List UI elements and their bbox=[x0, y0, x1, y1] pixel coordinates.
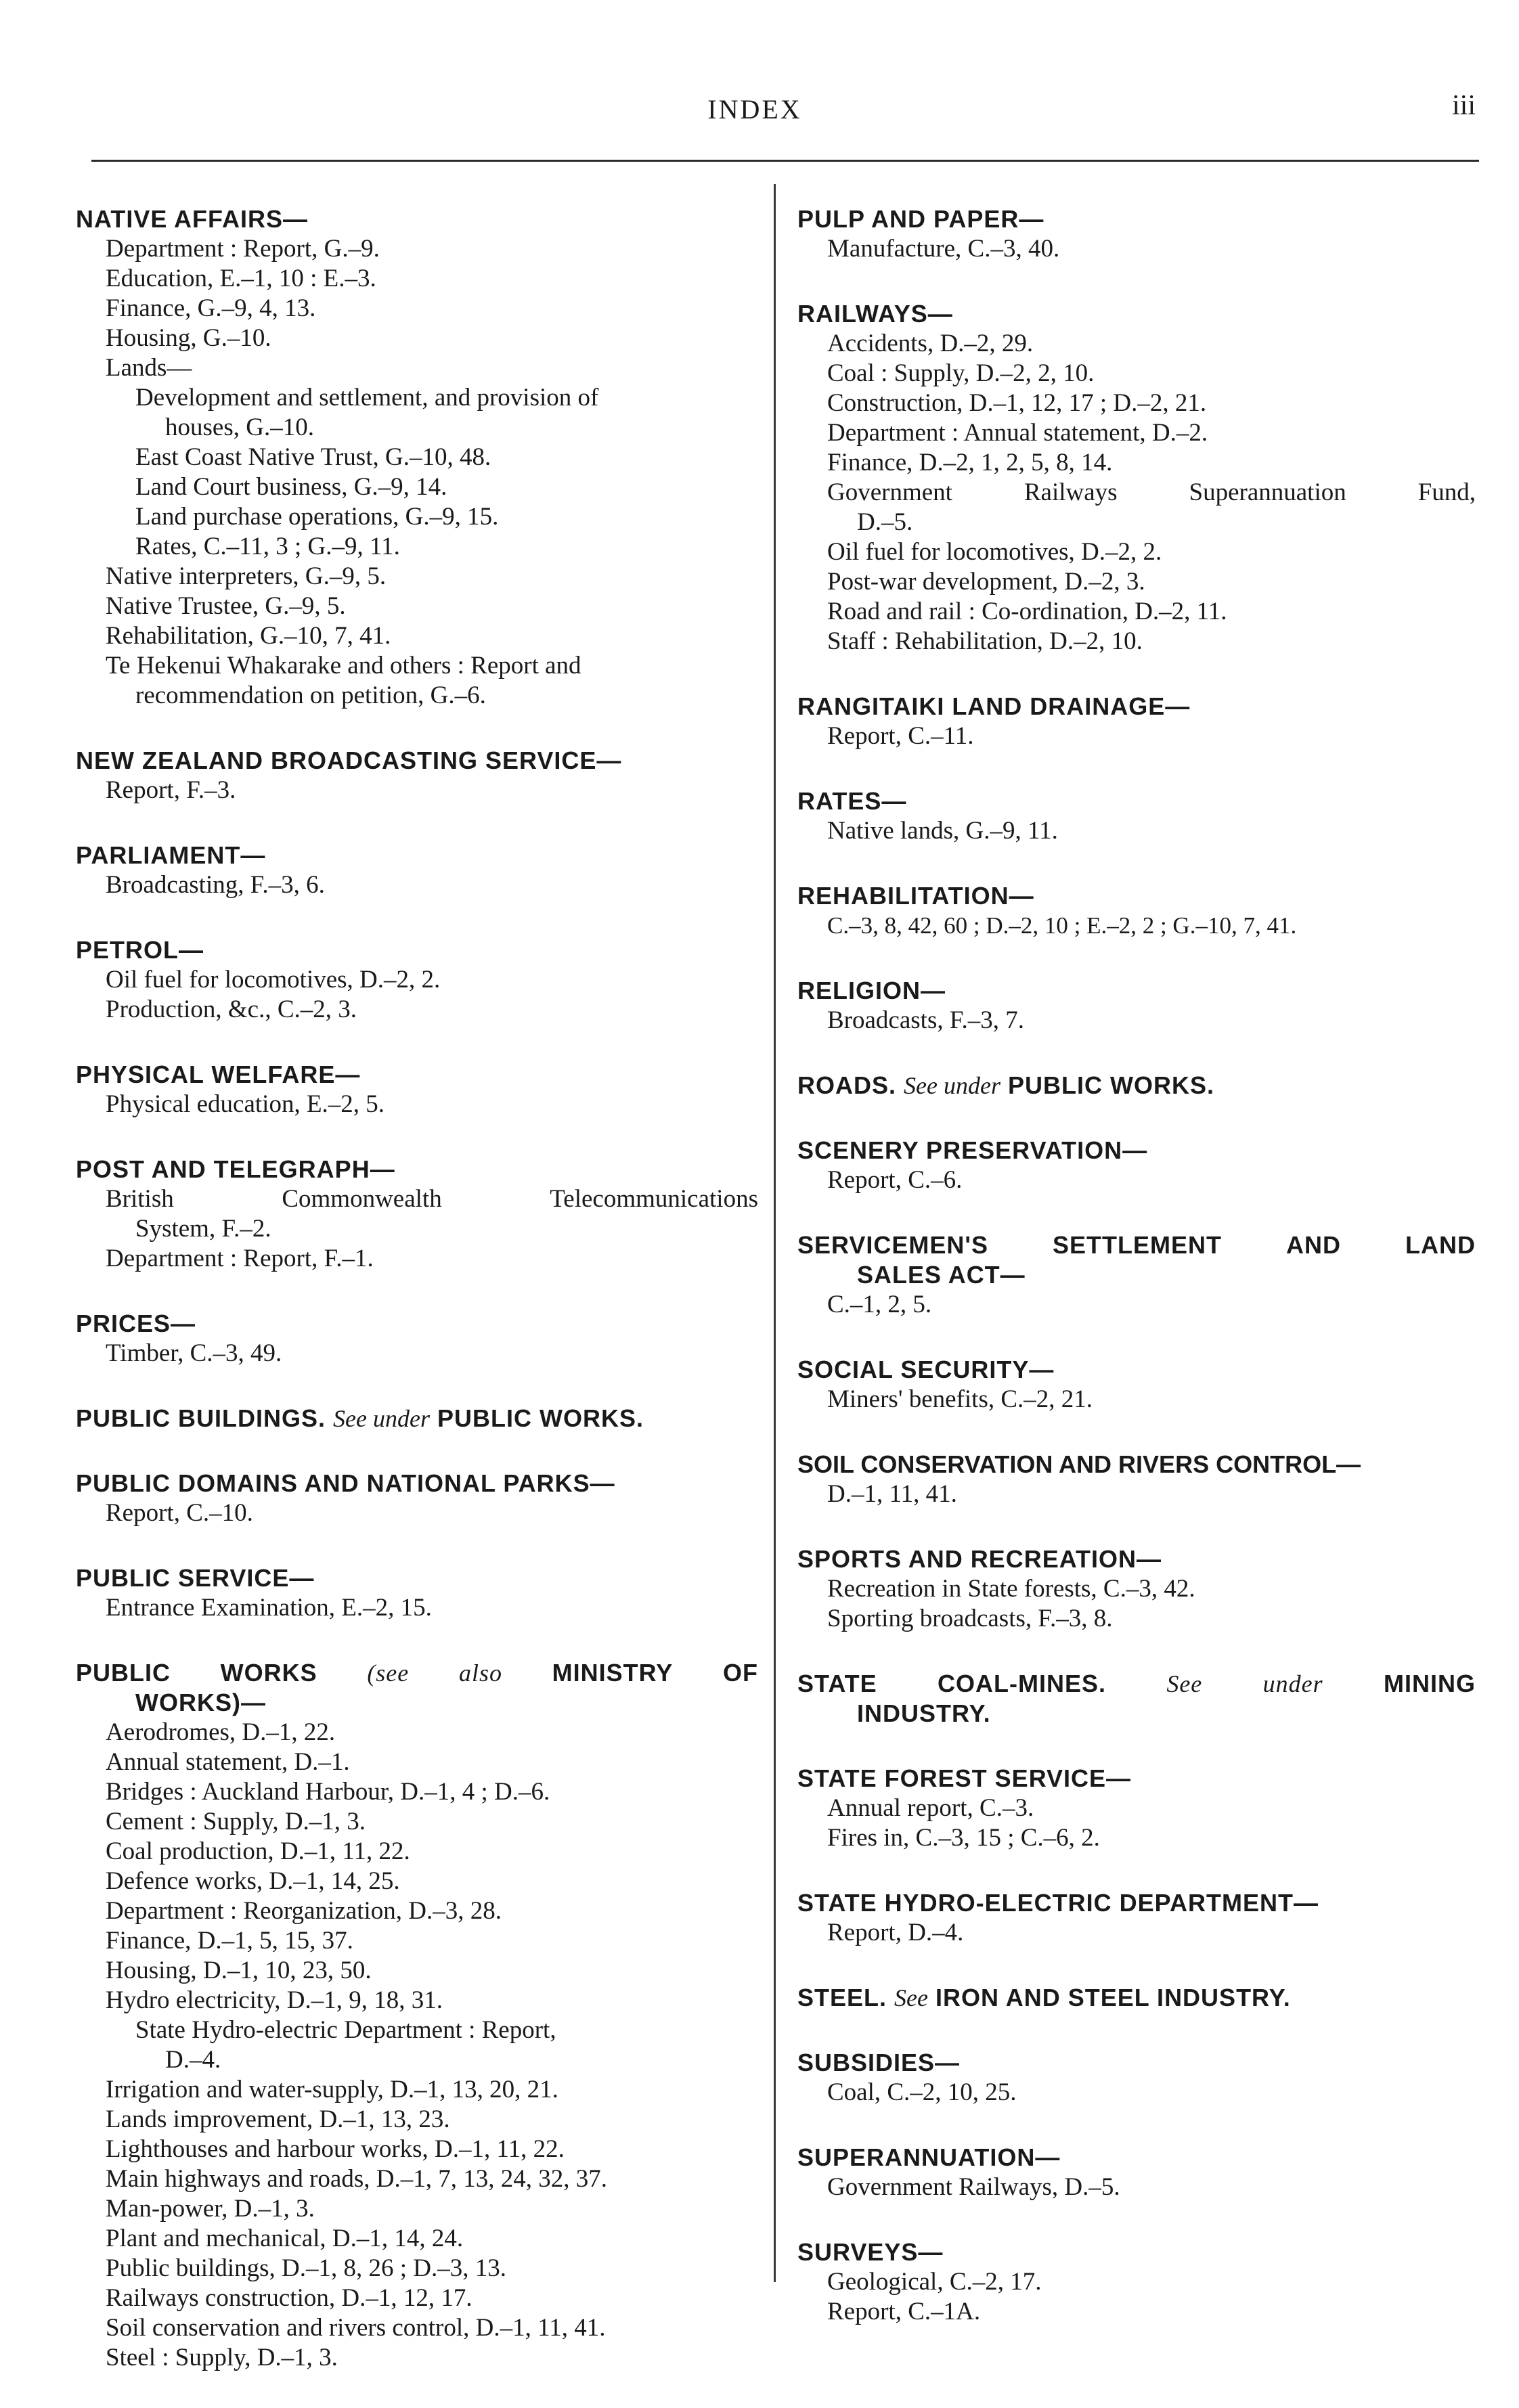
section-heading: SOCIAL SECURITY— bbox=[797, 1356, 1055, 1383]
cross-reference-heading: STEEL. See IRON AND STEEL INDUSTRY. bbox=[797, 1984, 1291, 2011]
index-entry: Soil conservation and rivers control, D.–1, 11, 41. bbox=[106, 2314, 606, 2342]
index-entry: Irrigation and water-supply, D.–1, 13, 20, 21. bbox=[106, 2076, 558, 2103]
section-heading-continuation: INDUSTRY. bbox=[857, 1699, 991, 1727]
index-entry: Recreation in State forests, C.–3, 42. bbox=[827, 1575, 1195, 1603]
index-entry: Bridges : Auckland Harbour, D.–1, 4 ; D.–6. bbox=[106, 1778, 550, 1806]
section-heading: SUPERANNUATION— bbox=[797, 2143, 1061, 2171]
index-entry: D.–1, 11, 41. bbox=[827, 1480, 957, 1508]
index-section-surveys bbox=[797, 2237, 1476, 2327]
section-heading-continuation: SALES ACT— bbox=[857, 1261, 1026, 1289]
index-section-roads bbox=[797, 1071, 1476, 1100]
index-entry: Physical education, E.–2, 5. bbox=[106, 1090, 385, 1118]
index-entry: Housing, G.–10. bbox=[106, 324, 271, 352]
index-section-petrol bbox=[76, 935, 758, 1025]
section-heading-continuation: WORKS)— bbox=[135, 1689, 266, 1716]
index-entry: Department : Report, G.–9. bbox=[106, 235, 380, 263]
index-entry: Fires in, C.–3, 15 ; C.–6, 2. bbox=[827, 1824, 1100, 1852]
index-entry: Education, E.–1, 10 : E.–3. bbox=[106, 265, 376, 292]
header-rule bbox=[91, 160, 1479, 162]
index-entry: Finance, G.–9, 4, 13. bbox=[106, 294, 316, 322]
index-entry: Oil fuel for locomotives, D.–2, 2. bbox=[827, 538, 1162, 566]
index-subentry-continuation: houses, G.–10. bbox=[165, 414, 314, 441]
index-entry: Entrance Examination, E.–2, 15. bbox=[106, 1594, 432, 1622]
index-entry: Department : Report, F.–1. bbox=[106, 1245, 374, 1272]
index-subentry: Development and settlement, and provision of bbox=[135, 384, 599, 411]
section-heading: SOIL CONSERVATION AND RIVERS CONTROL— bbox=[797, 1450, 1361, 1478]
section-heading: SPORTS AND RECREATION— bbox=[797, 1545, 1162, 1573]
section-heading: POST AND TELEGRAPH— bbox=[76, 1155, 395, 1183]
section-heading: PRICES— bbox=[76, 1310, 196, 1337]
index-entry: Housing, D.–1, 10, 23, 50. bbox=[106, 1957, 372, 1984]
index-section-social-security bbox=[797, 1355, 1476, 1414]
index-section-public-works bbox=[76, 1658, 758, 2373]
index-section-scenery bbox=[797, 1136, 1476, 1195]
index-entry: Government Railways, D.–5. bbox=[827, 2173, 1120, 2201]
section-heading: PARLIAMENT— bbox=[76, 841, 266, 869]
index-section-public-domains bbox=[76, 1469, 758, 1528]
section-heading: SURVEYS— bbox=[797, 2238, 944, 2266]
entry-word: Telecommunications bbox=[550, 1185, 758, 1213]
index-entry: Report, C.–6. bbox=[827, 1166, 963, 1194]
index-entry: Man-power, D.–1, 3. bbox=[106, 2195, 315, 2223]
index-entry: Timber, C.–3, 49. bbox=[106, 1339, 282, 1367]
index-entry: Report, F.–3. bbox=[106, 776, 236, 804]
index-section-prices bbox=[76, 1309, 758, 1368]
index-entry-continuation: D.–5. bbox=[857, 508, 913, 536]
index-entry: Accidents, D.–2, 29. bbox=[827, 330, 1034, 357]
section-heading: RAILWAYS— bbox=[797, 300, 953, 328]
index-subentry: State Hydro-electric Department : Report, bbox=[135, 2016, 556, 2044]
entry-word: Railways bbox=[1023, 478, 1118, 506]
entry-word: Superannuation bbox=[1189, 478, 1346, 506]
entry-word: Fund, bbox=[1417, 478, 1476, 506]
index-section-post-telegraph bbox=[76, 1155, 758, 1274]
index-entry: C.–3, 8, 42, 60 ; D.–2, 10 ; E.–2, 2 ; G.–10, 7, 41. bbox=[827, 912, 1297, 939]
index-entry-continuation: System, F.–2. bbox=[135, 1215, 271, 1243]
index-entry: Broadcasting, F.–3, 6. bbox=[106, 871, 325, 899]
index-subentry: Land purchase operations, G.–9, 15. bbox=[135, 503, 499, 531]
page-header-title: INDEX bbox=[707, 94, 802, 125]
section-heading: RELIGION— bbox=[797, 977, 946, 1004]
index-entry: Post-war development, D.–2, 3. bbox=[827, 568, 1145, 596]
index-entry: Annual statement, D.–1. bbox=[106, 1748, 350, 1776]
page-number: iii bbox=[1451, 90, 1476, 121]
index-entry: Production, &c., C.–2, 3. bbox=[106, 996, 357, 1023]
index-entry: Construction, D.–1, 12, 17 ; D.–2, 21. bbox=[827, 389, 1207, 417]
section-heading: NEW ZEALAND BROADCASTING SERVICE— bbox=[76, 746, 622, 774]
index-entry: Defence works, D.–1, 14, 25. bbox=[106, 1867, 400, 1895]
section-heading: SERVICEMEN'S SETTLEMENT AND LAND bbox=[797, 1231, 1476, 1259]
index-entry-continuation: recommendation on petition, G.–6. bbox=[135, 682, 486, 709]
index-section-rates bbox=[797, 786, 1476, 846]
index-section-forest bbox=[797, 1764, 1476, 1853]
index-section-hydro bbox=[797, 1888, 1476, 1948]
index-section-nzbs bbox=[76, 746, 758, 805]
index-entry: Department : Annual statement, D.–2. bbox=[827, 419, 1208, 447]
index-entry: Te Hekenui Whakarake and others : Report and bbox=[106, 652, 581, 679]
index-entry: C.–1, 2, 5. bbox=[827, 1291, 932, 1318]
index-entry: Report, D.–4. bbox=[827, 1919, 964, 1946]
index-entry: Hydro electricity, D.–1, 9, 18, 31. bbox=[106, 1986, 443, 2014]
index-entry: Lighthouses and harbour works, D.–1, 11, 22. bbox=[106, 2135, 565, 2163]
section-heading: PUBLIC DOMAINS AND NATIONAL PARKS— bbox=[76, 1469, 615, 1497]
index-entry: Sporting broadcasts, F.–3, 8. bbox=[827, 1605, 1113, 1632]
index-entry: Coal, C.–2, 10, 25. bbox=[827, 2078, 1017, 2106]
index-entry: Oil fuel for locomotives, D.–2, 2. bbox=[106, 966, 441, 994]
index-entry: Lands improvement, D.–1, 13, 23. bbox=[106, 2105, 450, 2133]
index-entry: Native Trustee, G.–9, 5. bbox=[106, 592, 346, 620]
index-section-public-buildings bbox=[76, 1404, 758, 1433]
index-section-native-affairs bbox=[76, 204, 758, 711]
index-section-public-service bbox=[76, 1563, 758, 1623]
index-entry: Department : Reorganization, D.–3, 28. bbox=[106, 1897, 502, 1925]
section-heading: STATE HYDRO-ELECTRIC DEPARTMENT— bbox=[797, 1889, 1319, 1917]
index-subentry: Land Court business, G.–9, 14. bbox=[135, 473, 447, 501]
index-entry bbox=[76, 1184, 758, 1214]
section-heading: PUBLIC WORKS (see also MINISTRY OF bbox=[76, 1659, 758, 1687]
section-heading: PUBLIC SERVICE— bbox=[76, 1564, 315, 1592]
index-entry: Native interpreters, G.–9, 5. bbox=[106, 562, 387, 590]
index-entry: Public buildings, D.–1, 8, 26 ; D.–3, 13. bbox=[106, 2254, 507, 2282]
index-section-servicemen bbox=[797, 1230, 1476, 1320]
section-heading: RANGITAIKI LAND DRAINAGE— bbox=[797, 692, 1191, 720]
section-heading: SUBSIDIES— bbox=[797, 2049, 961, 2076]
index-entry: Rehabilitation, G.–10, 7, 41. bbox=[106, 622, 391, 650]
index-entry: Cement : Supply, D.–1, 3. bbox=[106, 1808, 366, 1835]
cross-reference-heading: PUBLIC BUILDINGS. See under PUBLIC WORKS. bbox=[76, 1404, 644, 1432]
left-column bbox=[76, 204, 758, 2408]
index-entry: Report, C.–1A. bbox=[827, 2298, 981, 2325]
index-section-religion bbox=[797, 976, 1476, 1035]
section-heading: RATES— bbox=[797, 787, 907, 815]
index-section-parliament bbox=[76, 841, 758, 900]
index-entry: Staff : Rehabilitation, D.–2, 10. bbox=[827, 627, 1143, 655]
index-entry: Railways construction, D.–1, 12, 17. bbox=[106, 2284, 472, 2312]
index-entry: Manufacture, C.–3, 40. bbox=[827, 235, 1060, 263]
index-entry: Geological, C.–2, 17. bbox=[827, 2268, 1042, 2296]
index-entry: Coal : Supply, D.–2, 2, 10. bbox=[827, 359, 1095, 387]
index-entry: Miners' benefits, C.–2, 21. bbox=[827, 1385, 1093, 1413]
index-subentry: East Coast Native Trust, G.–10, 48. bbox=[135, 443, 491, 471]
index-entry: Annual report, C.–3. bbox=[827, 1794, 1034, 1822]
index-section-rehabilitation bbox=[797, 881, 1476, 941]
index-entry: Steel : Supply, D.–1, 3. bbox=[106, 2344, 338, 2371]
index-section-physical-welfare bbox=[76, 1060, 758, 1119]
entry-word: Government bbox=[827, 478, 952, 506]
index-entry: Finance, D.–1, 5, 15, 37. bbox=[106, 1927, 353, 1955]
entry-word: Commonwealth bbox=[282, 1185, 442, 1213]
index-entry: Road and rail : Co-ordination, D.–2, 11. bbox=[827, 598, 1227, 625]
index-entry: Plant and mechanical, D.–1, 14, 24. bbox=[106, 2225, 464, 2252]
index-section-sports bbox=[797, 1544, 1476, 1634]
index-subentry-continuation: D.–4. bbox=[165, 2046, 221, 2074]
index-section-steel bbox=[797, 1983, 1476, 2013]
section-heading: SCENERY PRESERVATION— bbox=[797, 1136, 1148, 1164]
section-heading: STATE FOREST SERVICE— bbox=[797, 1764, 1132, 1792]
section-heading: REHABILITATION— bbox=[797, 882, 1034, 910]
index-entry: Report, C.–11. bbox=[827, 722, 974, 750]
index-entry: Broadcasts, F.–3, 7. bbox=[827, 1006, 1024, 1034]
column-divider bbox=[774, 184, 776, 2282]
right-column bbox=[797, 204, 1476, 2362]
index-entry: Native lands, G.–9, 11. bbox=[827, 817, 1058, 845]
index-entry: Main highways and roads, D.–1, 7, 13, 24, 32, 37. bbox=[106, 2165, 607, 2193]
cross-reference-heading: STATE COAL-MINES. See under MINING bbox=[797, 1670, 1476, 1697]
index-section-railways bbox=[797, 299, 1476, 656]
index-section-subsidies bbox=[797, 2048, 1476, 2108]
index-entry: Report, C.–10. bbox=[106, 1499, 253, 1527]
index-subentry: Rates, C.–11, 3 ; G.–9, 11. bbox=[135, 533, 400, 560]
index-section-rangitaiki bbox=[797, 692, 1476, 751]
section-heading: PULP AND PAPER— bbox=[797, 205, 1044, 233]
section-heading: PHYSICAL WELFARE— bbox=[76, 1061, 361, 1088]
index-section-superannuation bbox=[797, 2143, 1476, 2202]
index-section-coal-mines bbox=[797, 1669, 1476, 1729]
index-entry: Coal production, D.–1, 11, 22. bbox=[106, 1837, 410, 1865]
index-entry: Aerodromes, D.–1, 22. bbox=[106, 1718, 336, 1746]
index-entry: Lands— bbox=[106, 354, 192, 382]
entry-word: British bbox=[106, 1185, 174, 1213]
section-heading: PETROL— bbox=[76, 936, 204, 964]
section-heading: NATIVE AFFAIRS— bbox=[76, 205, 309, 233]
index-entry: Finance, D.–2, 1, 2, 5, 8, 14. bbox=[827, 449, 1113, 476]
index-section-pulp-paper bbox=[797, 204, 1476, 264]
index-section-soil bbox=[797, 1450, 1476, 1509]
index-entry bbox=[797, 478, 1476, 508]
cross-reference-heading: ROADS. See under PUBLIC WORKS. bbox=[797, 1071, 1214, 1099]
